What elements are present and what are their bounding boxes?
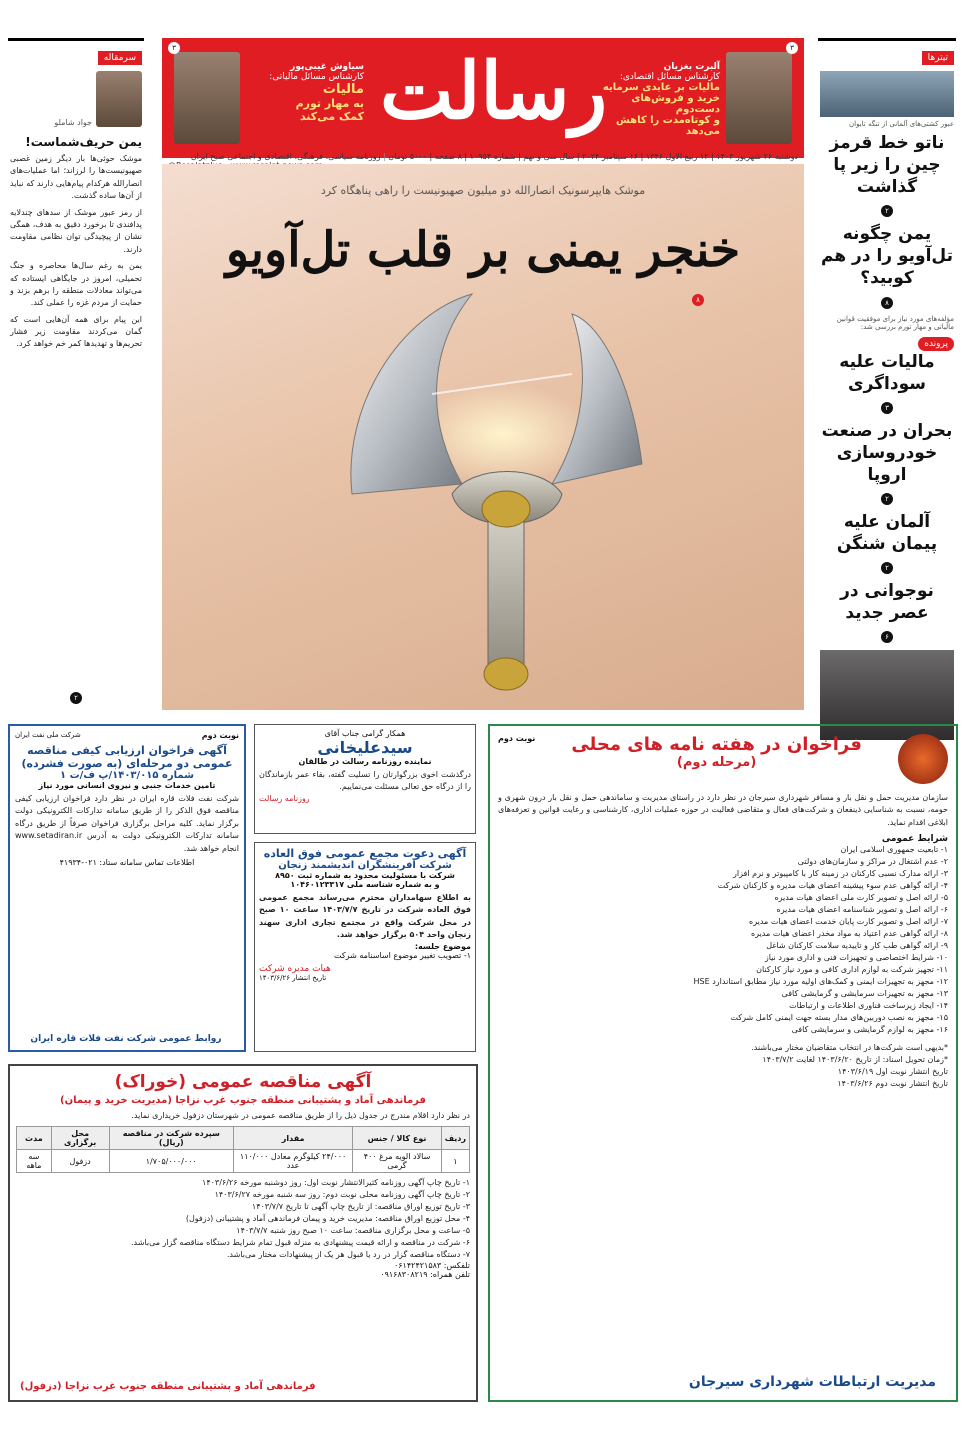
left-feature-badge: ۳ (168, 42, 180, 54)
tender-line: ۱- تاریخ چاپ آگهی روزنامه کثیرالانتشار نوبت اول: روز دوشنبه مورخه ۱۴۰۳/۶/۲۶ (202, 1178, 470, 1188)
ad-main-conditions (498, 844, 948, 1036)
headline-badge-wrap (820, 624, 954, 643)
editorial-paragraph: این پیام برای همه آن‌هایی است که گمان می‌کردند مقاومت زیر فشار تحریم‌ها و تهدیدها کمر خم خواهد کرد. (10, 314, 142, 349)
headline-badge-wrap (820, 290, 954, 309)
table-cell: ۱/۷۰۵/۰۰۰/۰۰۰ (109, 1150, 233, 1173)
quote-right-3: و کوتاه‌مدت را کاهش می‌دهد (616, 115, 720, 137)
headline-title: نوجوانی در عصر جدید (840, 581, 934, 624)
tender-line: ۳- تاریخ توزیع اوراق مناقصه: از تاریخ چاپ آگهی تا تاریخ ۱۴۰۳/۷/۷ (251, 1202, 470, 1212)
table-cell: دزفول (51, 1150, 109, 1173)
condition-item: ۱- تابعیت جمهوری اسلامی ایران (840, 845, 948, 855)
table-cell: ۱ (441, 1150, 469, 1173)
masthead-left-feature[interactable] (168, 42, 368, 150)
food-tender-phone: تلفکس: ۰۶۱۴۲۴۲۱۵۸۳ (393, 1261, 470, 1271)
assembly-reg: شرکت با مسئولیت محدود به شماره ثبت ۸۹۵۰ (275, 871, 455, 880)
condition-item: ۱۱- تجهیز شرکت به لوازم اداری کافی و مورد نیاز کارکنان (756, 965, 948, 975)
photo-caption: عبور کشتی‌های آلمانی از تنگه تایوان (848, 120, 954, 128)
editorial-paragraph: موشک حوثی‌ها بار دیگر زمین غصبی صهیونیست‌ها را لرزاند؛ اما عملیات‌های انصارالله هرکدام پیام‌هایی دارند که نباید از آن‌ها ساده گذشت. (10, 154, 142, 201)
footer-line: *بدیهی است شرکت‌ها در انتخاب متقاضیان مختار می‌باشند. (751, 1043, 948, 1053)
condition-item: ۱۰- شرایط اختصاصی و تجهیزات فنی و اداری مورد نیاز (764, 953, 948, 963)
headlines-tag: تیترها (922, 51, 954, 65)
condition-item: ۷- ارائه اصل و تصویر کارت پایان خدمت اعضای هیات مدیره (749, 917, 948, 927)
ad-condolence[interactable] (254, 724, 476, 834)
headline-title: آلمان علیه پیمان شنگن (836, 512, 938, 555)
assembly-company: شرکت آفرینشگران اندیشمند زنجان (278, 860, 452, 871)
dateline-bar: دوشنبه ۲۶ شهریور ۱۴۰۳ | ۱۲ ربیع الاول ۱۴۴۶ | ۱۶ سپتامبر ۲۰۲۴ | سال سی و نهم | شماره ۱۰۹۵۴ | ۸ صفحه | ۵۰۰۰ تومان | روزنامه سیاسی، فرهنگی، اقتصادی و اجتماعی صبح ایران (162, 150, 804, 173)
warship-photo (820, 71, 954, 117)
tender-signature: روابط عمومی شرکت نفت فلات قاره ایران (30, 1034, 222, 1044)
condolence-name: سیدعلیخانی (317, 738, 413, 757)
quote-left-3: کمک می‌کند (299, 110, 364, 123)
ad-food-tender[interactable] (8, 1064, 478, 1402)
editorial-paragraph: یمن به رغم سال‌ها محاصره و جنگ تحمیلی، امروز در جایگاهی ایستاده که می‌تواند معادلات منطقه را برهم بزند و حمایت از مردم غزه را عملی کند. (10, 261, 142, 308)
food-tender-lines (16, 1177, 470, 1261)
tender-body: شرکت نفت فلات قاره ایران در نظر دارد فراخوان ارزیابی کیفی مناقصه فوق الذکر را از طریق سامانه تدارکات الکترونیکی دولت برگزار نماید. کلیه مراحل برگزاری فراخوان صرفاً از طریق درگاه سامانه تدارکات الکترونیکی دولت به آدرس www.setadiran.ir انجام خواهد شد. (15, 794, 239, 853)
hero-story[interactable] (162, 164, 804, 710)
headline-badge: ۸ (881, 297, 893, 309)
guest-desc-right: کارشناس مسائل اقتصادی: (619, 72, 720, 82)
ad-main-call[interactable] (488, 724, 958, 1402)
condition-item: ۶- ارائه اصل و تصویر شناسنامه اعضای هیات مدیره (776, 905, 948, 915)
table-header: ردیف (441, 1127, 469, 1150)
assembly-dates: تاریخ انتشار ۱۴۰۳/۶/۲۶ (259, 973, 327, 982)
headline-title: یمن چگونه تل‌آویو را در هم کوبید؟ (821, 224, 953, 289)
tender-org: شرکت ملی نفت ایران (15, 731, 81, 739)
tender-line: ۲- تاریخ چاپ آگهی روزنامه محلی نوبت دوم: روز سه شنبه مورخه ۱۴۰۳/۶/۲۷ (214, 1190, 470, 1200)
assembly-title: آگهی دعوت مجمع عمومی فوق العاده (263, 847, 467, 860)
quote-right-1: مالیات بر عایدی سرمایه (602, 82, 720, 93)
headline-badge: ۲ (881, 562, 893, 574)
condolence-signature: روزنامه رسالت (259, 793, 310, 803)
condition-item: ۱۵- مجهز به نصب دوربین‌های مدار بسته جهت ایمنی کامل شرکت (730, 1013, 948, 1023)
dateline: دوشنبه ۲۶ شهریور ۱۴۰۳ | ۱۲ ربیع الاول ۱۴۴۶ | ۱۶ سپتامبر ۲۰۲۴ | سال سی و نهم | شماره ۱۰۹۵۴ | ۸ صفحه | ۵۰۰۰ تومان (388, 152, 798, 161)
ad-assembly[interactable] (254, 842, 476, 1052)
editorial-body (8, 153, 144, 351)
tender-line: ۵- ساعت و محل برگزاری مناقصه: ساعت ۱۰ صبح روز شنبه ۱۴۰۳/۷/۷ (236, 1226, 470, 1236)
tender-subject: تامین خدمات جنبی و نیروی انسانی مورد نیاز (38, 781, 216, 790)
tender-badge: نوبت دوم (201, 731, 239, 740)
table-cell: سه ماهه (17, 1150, 52, 1173)
tender-line: ۷- دستگاه مناقصه گزار در رد یا قبول هر یک از پیشنهادات مختار می‌باشد. (226, 1250, 470, 1260)
condition-item: ۲- عدم اشتغال در مراکز و سازمان‌های دولتی (797, 857, 948, 867)
table-header: مقدار (234, 1127, 353, 1150)
condition-item: ۱۳- مجهز به تجهیزات سرمایشی و گرمایشی کافی (781, 989, 948, 999)
guest-name-left: سیاوش غیبی‌پور (290, 62, 364, 72)
right-feature-badge: ۳ (786, 42, 798, 54)
condition-item: ۱۶- مجهز به لوازم گرمایشی و سرمایشی کافی (791, 1025, 948, 1035)
ad-main-title: فراخوان در هفته نامه های محلی (571, 734, 862, 755)
condolence-text: درگذشت اخوی بزرگوارتان را تسلیت گفته، بقاء عمر بازماندگان را از درگاه حق تعالی مسئلت می‌نماییم. (259, 770, 471, 792)
tender-line: ۴- محل توزیع اوراق مناقصه: مدیریت خرید و پیمان فرماندهی آماد و پشتیبانی (دزفول) (185, 1214, 470, 1224)
condition-item: ۱۲- مجهز به تجهیزات ایمنی و کمک‌های اولیه مورد نیاز مطابق استاندارد HSE (693, 977, 948, 987)
headline-flag: پرونده (918, 337, 954, 351)
assembly-agenda-title: موضوع جلسه: (414, 941, 471, 951)
guest-photo-left (174, 52, 240, 144)
food-tender-table (16, 1126, 470, 1173)
page-badge: ۲ (70, 692, 82, 704)
hero-kicker: موشک هایپرسونیک انصارالله دو میلیون صهیونیست را راهی پناهگاه کرد (320, 184, 646, 197)
dagger-illustration (312, 284, 652, 704)
condition-item: ۸- ارائه گواهی عدم اعتیاد به مواد مخدر اعضای هیات مدیره (750, 929, 948, 939)
headline-badge: ۳ (881, 402, 893, 414)
food-tender-subtitle: فرماندهی آماد و پشتیبانی منطقه جنوب غرب نزاجا (مدیریت خرید و پیمان) (60, 1095, 426, 1106)
masthead-right-feature[interactable] (588, 42, 798, 150)
headline-badge-wrap (820, 395, 954, 414)
condition-item: ۹- ارائه گواهی طب کار و تاییدیه سلامت کارکنان شاغل (766, 941, 948, 951)
assembly-national-id: و به شماره شناسه ملی ۱۰۴۶۰۱۲۳۳۱۷ (290, 880, 440, 889)
food-tender-mobile: تلفن همراه: ۰۹۱۶۸۳۰۸۲۱۹ (380, 1270, 470, 1280)
editorial-column (8, 38, 144, 710)
ad-main-signature: مدیریت ارتباطات شهرداری سیرجان (688, 1374, 936, 1390)
footer-line: تاریخ انتشار نوبت دوم ۱۴۰۳/۶/۲۶ (837, 1079, 948, 1089)
tender-number: شماره ۱۴۰۳/۰۱۵/پ ف/ت ۱ (60, 770, 194, 781)
tender-contact: اطلاعات تماس سامانه ستاد: ۰۲۱-۴۱۹۳۴ (59, 857, 195, 867)
guest-photo-right (726, 52, 792, 144)
headlines-column (818, 38, 956, 710)
table-cell: سالاد الویه مرغ ۴۰۰ گرمی (353, 1150, 442, 1173)
editorial-tag: سرمقاله (98, 51, 142, 65)
hero-headline: خنجر یمنی بر قلب تل‌آویو (225, 222, 741, 278)
footer-line: تاریخ انتشار نوبت اول ۱۴۰۳/۶/۱۹ (837, 1067, 948, 1077)
ad-main-intro: سازمان مدیریت حمل و نقل بار و مسافر شهرداری سیرجان در نظر دارد در راستای مدیریت و ساماندهی حمل و نقل بار درون شهری و حومه، نسبت به شناسایی ذینفعان و شرکت‌های فعال و متقاضی فعالیت در حوزه عملیات اداری، کارشناسی و رعایت قوانین و تعرفه‌های ابلاغی اقدام نماید. (498, 793, 948, 827)
headline-title: مالیات علیه سوداگری (839, 351, 935, 394)
headline-kicker: مؤلفه‌های مورد نیاز برای موفقیت قوانین مالیاتی و مهار تورم بررسی شد: (836, 314, 954, 331)
quote-left-2: به مهار تورم (295, 97, 364, 110)
tender-line: ۶- شرکت در مناقصه و ارائه قیمت پیشنهادی به منزله قبول تمام شرایط دستگاه مناقصه گزار می‌باشد. (130, 1238, 470, 1248)
assembly-signature: هیات مدیره شرکت (259, 963, 331, 974)
table-row (17, 1150, 470, 1173)
hero-page-badge: ۸ (692, 294, 704, 306)
headline-title: ناتو خط قرمز چین را زیر پا گذاشت (829, 133, 945, 198)
ad-tender-nioc[interactable] (8, 724, 246, 1052)
headline-badge-wrap (820, 486, 954, 505)
food-tender-title: آگهی مناقصه عمومی (خوراک) (114, 1072, 372, 1092)
assembly-body: به اطلاع سهامداران محترم می‌رساند مجمع عمومی فوق العاده شرکت در تاریخ ۱۴۰۳/۷/۷ ساعت ۱۰ صبح در محل شرکت واقع در مجتمع تجاری اداری سهند زنجان واحد ۵۰۴ برگزار خواهد شد. (259, 893, 472, 940)
tender-title: آگهی فراخوان ارزیابی کیفی مناقصه عمومی دو مرحله‌ای (به صورت فشرده) (21, 744, 233, 770)
condolence-kicker: همکار گرامی جناب آقای (324, 729, 406, 738)
editorial-paragraph: از رمز عبور موشک از سدهای چندلایه پدافندی تا برخورد دقیق به هدف، همگی نشان از پیچیدگی توان نظامی مقاومت دارند. (10, 207, 142, 254)
headline-list (818, 129, 956, 646)
ad-main-footer (498, 1042, 948, 1090)
ad-main-conditions-title: شرایط عمومی (881, 834, 948, 845)
headline-badge: ۶ (881, 631, 893, 643)
guest-desc-left: کارشناس مسائل مالیاتی: (269, 72, 364, 82)
ad-main-badge: نوبت دوم (498, 734, 536, 743)
author-photo (96, 71, 142, 127)
subtitle: روزنامه سیاسی، فرهنگی، اقتصادی و اجتماعی صبح ایران (190, 152, 381, 161)
newspaper-logo[interactable]: رسالت (380, 46, 608, 137)
headline-title: بحران در صنعت خودروسازی اروپا (821, 420, 953, 485)
table-cell: ۲۴/۰۰۰ کیلوگرم معادل ۱۱۰/۰۰۰ عدد (234, 1150, 353, 1173)
headline-item[interactable] (818, 508, 956, 577)
table-header: نوع کالا / جنس (353, 1127, 442, 1150)
quote-right-2: خرید و فروش‌های دست‌دوم (631, 93, 720, 115)
guest-name-right: آلبرت بغزیان (663, 62, 720, 72)
headline-item[interactable] (818, 220, 956, 311)
condition-item: ۳- ارائه مدارک نسبی کارکنان در زمینه کار با کامپیوتر و نرم افزار (733, 869, 948, 879)
table-header: سپرده شرکت در مناقصه (ریال) (109, 1127, 233, 1150)
headline-item[interactable] (818, 577, 956, 646)
headline-item[interactable] (818, 417, 956, 508)
condition-item: ۴- ارائه گواهی عدم سوء پیشینه اعضای هیات مدیره و کارکنان شرکت (717, 881, 948, 891)
condition-item: ۵- ارائه اصل و تصویر کارت ملی اعضای هیات مدیره (774, 893, 948, 903)
table-header: محل برگزاری (51, 1127, 109, 1150)
ad-main-subtitle: (مرحله دوم) (676, 755, 757, 770)
food-tender-signature: فرماندهی آماد و پشتیبانی منطقه جنوب غرب نزاجا (دزفول) (20, 1381, 316, 1392)
headline-item[interactable] (818, 312, 956, 417)
table-header: مدت (17, 1127, 52, 1150)
assembly-agenda: ۱- تصویب تغییر موضوع اساسنامه شرکت (334, 950, 471, 960)
headline-badge: ۲ (881, 493, 893, 505)
headline-item[interactable] (818, 129, 956, 220)
author-name: جواد شاملو (54, 118, 92, 127)
headline-badge-wrap (820, 555, 954, 574)
sirjan-logo (898, 734, 948, 784)
quote-left-1: مالیات (322, 82, 364, 97)
headline-badge-wrap (820, 198, 954, 217)
condition-item: ۱۴- ایجاد زیرساخت فناوری اطلاعات و ارتباطات (789, 1001, 948, 1011)
condolence-role: نماینده روزنامه رسالت در طالقان (298, 757, 432, 766)
footer-line: *زمان تحویل اسناد: از تاریخ ۱۴۰۳/۶/۲۰ لغایت ۱۴۰۳/۷/۲ (762, 1055, 948, 1065)
headline-badge: ۲ (881, 205, 893, 217)
editorial-headline: یمن حریف‌شماست! (25, 135, 142, 149)
food-tender-intro: در نظر دارد اقلام مندرج در جدول ذیل را از طریق مناقصه عمومی در شهرستان دزفول خریداری نماید. (131, 1111, 470, 1120)
